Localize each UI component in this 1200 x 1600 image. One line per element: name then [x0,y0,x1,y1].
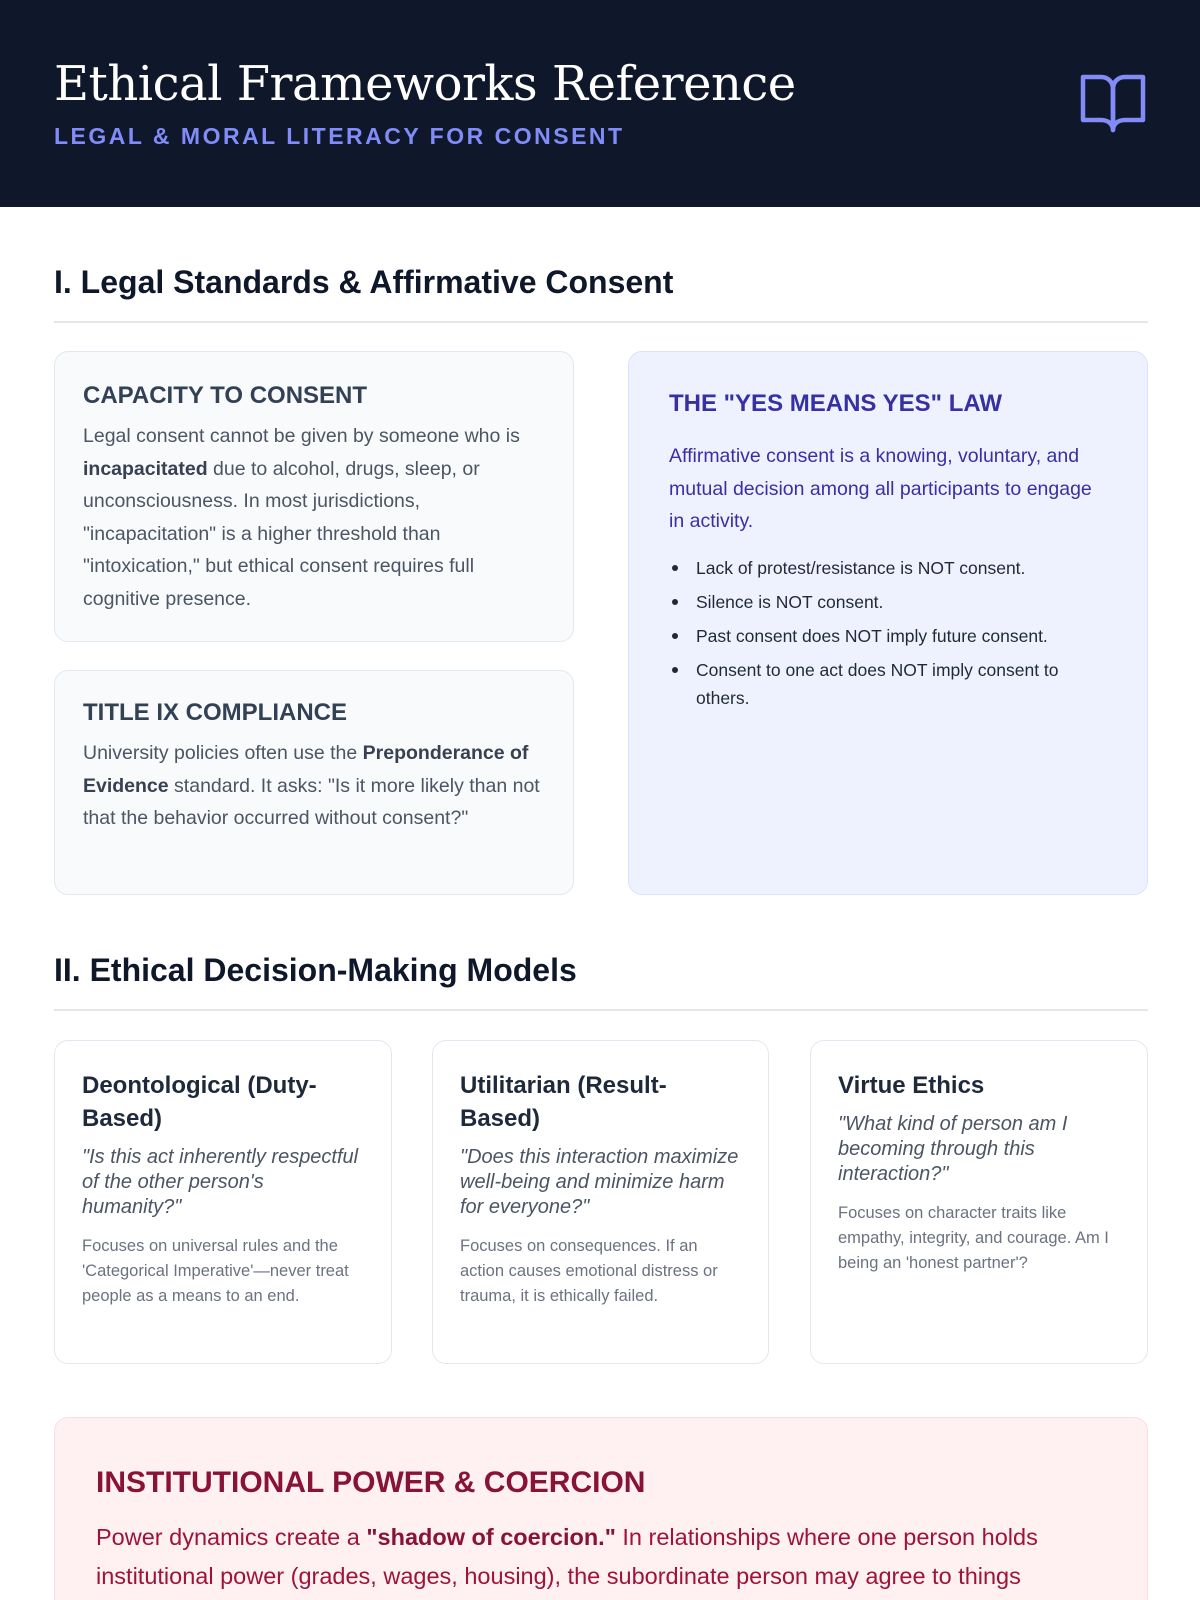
law-text: Affirmative consent is a knowing, voluntary, and mutual decision among all participants to engage in activity. [669,445,1092,532]
model-question: "Is this act inherently respectful of the other person's humanity?" [82,1146,359,1218]
model-title: Virtue Ethics [838,1072,985,1099]
capacity-title: CAPACITY TO CONSENT [83,382,368,409]
page-subtitle: LEGAL & MORAL LITERACY FOR CONSENT [54,123,625,149]
power-coercion-card [54,1417,1148,1600]
list-item: Past consent does NOT imply future consent. [669,622,1107,650]
model-card-utilitarian [432,1040,769,1364]
title-ix-text: University policies often use the Preponderance of Evidence standard. It asks: "Is it more likely than not that the behavior occurred without consent?" [83,742,540,829]
model-card-deontological [54,1040,392,1364]
model-title: Utilitarian (Result-Based) [460,1072,667,1132]
capacity-card [54,351,574,642]
model-card-virtue [810,1040,1148,1364]
law-list [669,554,1107,712]
list-item: Consent to one act does NOT imply consent to others. [669,656,1107,712]
power-title: INSTITUTIONAL POWER & COERCION [96,1466,646,1499]
law-title: THE "YES MEANS YES" LAW [669,390,1003,417]
section-divider [54,321,1148,323]
section-title-legal: I. Legal Standards & Affirmative Consent [54,264,674,300]
model-question: "Does this interaction maximize well-being and minimize harm for everyone?" [460,1146,739,1218]
model-description: Focuses on consequences. If an action causes emotional distress or trauma, it is ethically failed. [460,1237,718,1305]
model-description: Focuses on character traits like empathy, integrity, and courage. Am I being an 'honest partner'? [838,1204,1109,1272]
power-text: Power dynamics create a "shadow of coercion." In relationships where one person holds institutional power (grades, wages, housing), the subordinate person may agree to things [96,1524,1038,1589]
model-description: Focuses on universal rules and the 'Categorical Imperative'—never treat people as a means to an end. [82,1237,349,1305]
page-title: Ethical Frameworks Reference [54,56,796,112]
section-title-models: II. Ethical Decision-Making Models [54,952,577,988]
list-item: Silence is NOT consent. [669,588,1107,616]
capacity-text: Legal consent cannot be given by someone who is incapacitated due to alcohol, drugs, sleep, or unconsciousness. In most jurisdictions, "incapacitation" is a higher threshold than "intoxication," but ethical consent requires full cognitive presence. [83,425,520,610]
list-item: Lack of protest/resistance is NOT consent. [669,554,1107,582]
model-question: "What kind of person am I becoming through this interaction?" [838,1113,1068,1185]
yes-means-yes-card [628,351,1148,895]
title-ix-card [54,670,574,895]
page-header [0,0,1200,207]
section-divider [54,1009,1148,1011]
title-ix-title: TITLE IX COMPLIANCE [83,699,347,726]
model-title: Deontological (Duty-Based) [82,1072,317,1132]
book-open-icon [1080,72,1146,134]
